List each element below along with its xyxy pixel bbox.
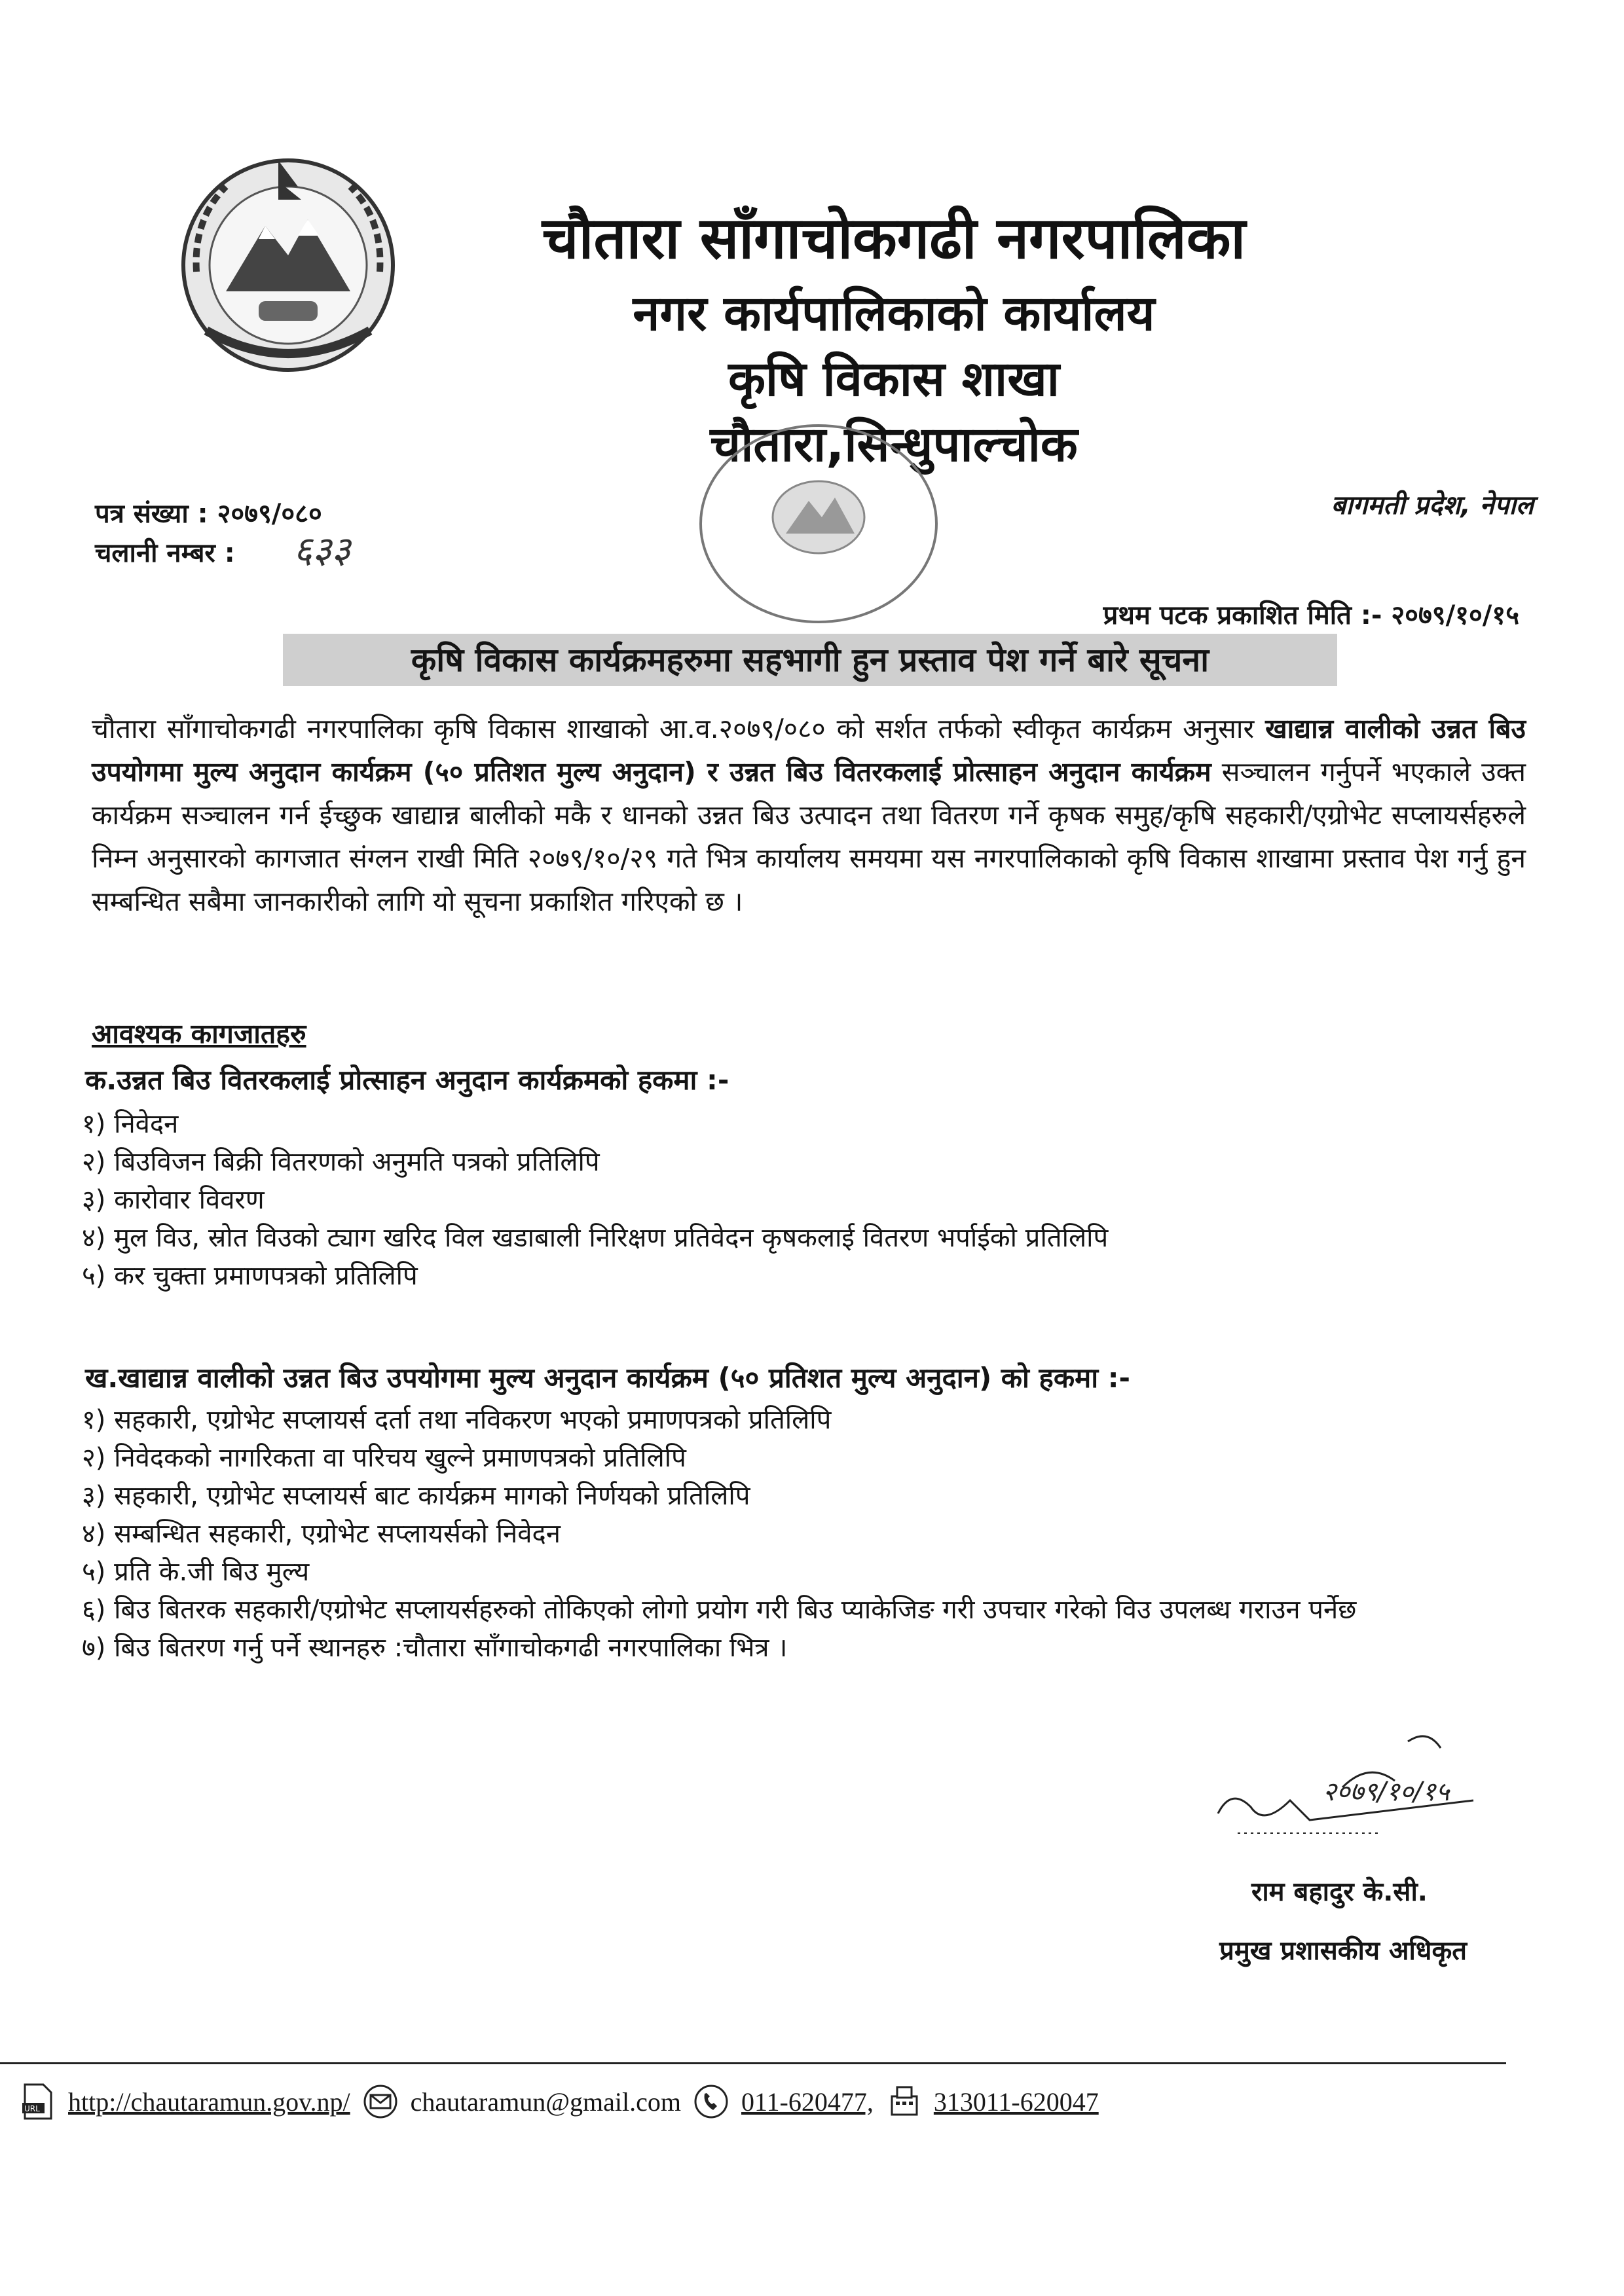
section-a-heading: क.उन्नत बिउ वितरकलाई प्रोत्साहन अनुदान कार्यक्रमको हकमा :- <box>85 1064 729 1096</box>
body-text-2: सञ्चालन गर्नुपर्ने भएकाले उक्त कार्यक्रम सञ्चालन गर्न ईच्छुक खाद्यान्न बालीको मकै र धानको उन्नत बिउ उत्पादन तथा वितरण गर्ने कृषक समुह/कृषि सहकारी/एग्रोभेट सप्लायर्सहरुले निम्न अनुसारको कागजात संग्लन राखी मिति २०७९/१०/२९ गते भित्र कार्यालय समयमा यस नगरपालिकाको कृषि विकास शाखामा प्रस्ताव पेश गर्नु हुन सम्बन्धित सबैमा जानकारीको लागि यो सूचना प्रकाशित गरिएको छ । <box>92 756 1526 917</box>
phone-number[interactable]: 011-620477, <box>741 2086 874 2117</box>
list-item: ३) सहकारी, एग्रोभेट सप्लायर्स बाट कार्यक्रम मागको निर्णयको प्रतिलिपि <box>82 1481 750 1511</box>
list-item: २) निवेदकको नागरिकता वा परिचय खुल्ने प्रमाणपत्रको प्रतिलिपि <box>82 1443 686 1473</box>
province-label: बागमती प्रदेश, नेपाल <box>1331 490 1534 520</box>
office-name: नगर कार्यपालिकाको कार्यालय <box>633 285 1155 342</box>
list-item: ४) मुल विउ, स्रोत विउको ट्याग खरिद विल खडाबाली निरिक्षण प्रतिवेदन कृषकलाई वितरण भर्पाईको प्रतिलिपि <box>82 1223 1109 1253</box>
fax-number[interactable]: 313011-620047 <box>933 2086 1099 2117</box>
footer-contacts <box>20 2075 1591 2128</box>
signer-title: प्रमुख प्रशासकीय अधिकृत <box>1219 1936 1467 1966</box>
website-link[interactable]: http://chautaramun.gov.np/ <box>68 2086 350 2117</box>
published-date: प्रथम पटक प्रकाशित मिति :- २०७९/१०/१५ <box>1103 600 1519 630</box>
phone-icon <box>693 2083 729 2120</box>
section-a-list <box>82 1105 1536 1295</box>
list-item: ३) कारोवार विवरण <box>82 1185 265 1215</box>
url-icon <box>20 2083 56 2120</box>
required-docs-heading: आवश्यक कागजातहरु <box>92 1018 306 1049</box>
body-text-1: चौतारा साँगाचोकगढी नगरपालिका कृषि विकास शाखाको आ.व.२०७९/०८० को सर्शत तर्फको स्वीकृत कार्यक्रम अनुसार <box>92 713 1266 744</box>
section-b-list <box>82 1401 1536 1667</box>
list-item: ५) प्रति के.जी बिउ मुल्य <box>82 1557 310 1587</box>
svg-text:URL: URL <box>24 2104 40 2113</box>
fax-icon <box>885 2083 922 2120</box>
email-address[interactable]: chautaramun@gmail.com <box>410 2086 682 2117</box>
list-item: ७) बिउ बितरण गर्नु पर्ने स्थानहरु :चौतारा साँगाचोकगढी नगरपालिका भित्र । <box>82 1633 788 1663</box>
office-stamp-icon <box>688 419 950 629</box>
list-item: ६) बिउ बितरक सहकारी/एग्रोभेट सप्लायर्सहरुको तोकिएको लोगो प्रयोग गरी बिउ प्याकेजिङ गरी उपचार गरेको विउ उपलब्ध गराउन पर्नेछ <box>82 1595 1357 1625</box>
list-item: १) सहकारी, एग्रोभेट सप्लायर्स दर्ता तथा नविकरण भएको प्रमाणपत्रको प्रतिलिपि <box>82 1405 832 1435</box>
list-item: ५) कर चुक्ता प्रमाणपत्रको प्रतिलिपि <box>82 1261 418 1291</box>
dispatch-number-label: चलानी नम्बर : <box>95 538 235 568</box>
branch-name: कृषि विकास शाखा <box>728 351 1060 407</box>
list-item: २) बिउविजन बिक्री वितरणको अनुमति पत्रको प्रतिलिपि <box>82 1147 600 1177</box>
handwritten-signature <box>1211 1702 1486 1853</box>
notice-title: कृषि विकास कार्यक्रमहरुमा सहभागी हुन प्रस्ताव पेश गर्ने बारे सूचना <box>283 634 1337 686</box>
org-name: चौतारा साँगाचोकगढी नगरपालिका <box>542 204 1246 272</box>
list-item: ४) सम्बन्धित सहकारी, एग्रोभेट सप्लायर्सको निवेदन <box>82 1519 561 1549</box>
list-item: १) निवेदन <box>82 1109 179 1139</box>
body-bold-programs: खाद्यान्न वालीको उन्नत बिउ उपयोगमा मुल्य अनुदान कार्यक्रम (५० प्रतिशत मुल्य अनुदान) र उन्नत बिउ वितरकलाई प्रोत्साहन अनुदान कार्यक्रम <box>92 713 1526 788</box>
dispatch-number-value: ६३३ <box>293 529 351 572</box>
signer-name: राम बहादुर के.सी. <box>1251 1877 1428 1907</box>
email-icon <box>362 2083 399 2120</box>
office-address: चौतारा,सिन्धुपाल्चोक <box>710 416 1078 473</box>
footer-divider <box>0 2062 1506 2064</box>
letter-number: पत्र संख्या : २०७९/०८० <box>95 499 322 529</box>
notice-body <box>92 707 1526 923</box>
handwritten-date: २०७९/१०/१५ <box>1323 1777 1450 1807</box>
section-b-heading: ख.खाद्यान्न वालीको उन्नत बिउ उपयोगमा मुल्य अनुदान कार्यक्रम (५० प्रतिशत मुल्य अनुदान) को हकमा :- <box>85 1362 1130 1394</box>
